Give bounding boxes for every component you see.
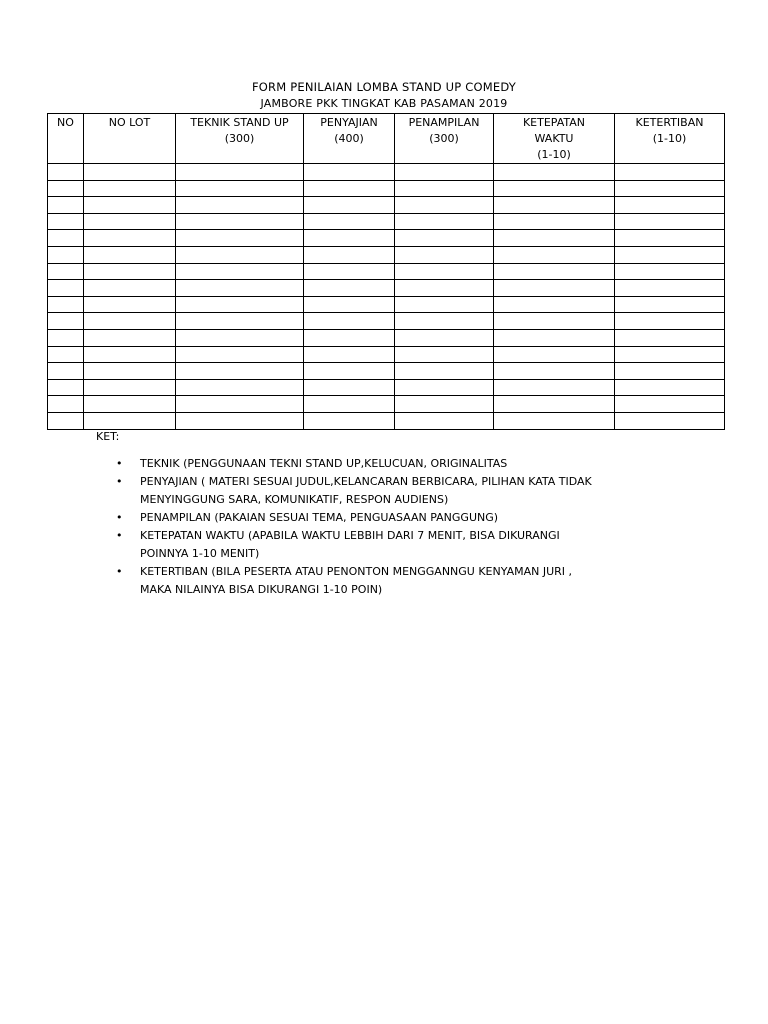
table-cell xyxy=(48,164,84,181)
table-cell xyxy=(48,197,84,214)
table-cell xyxy=(304,313,395,330)
table-cell xyxy=(615,296,725,313)
column-header-no-lot xyxy=(84,114,176,164)
table-cell xyxy=(615,313,725,330)
table-cell xyxy=(48,396,84,413)
note-line: MENYINGGUNG SARA, KOMUNIKATIF, RESPON AUDIENS) xyxy=(140,493,449,506)
table-cell xyxy=(395,379,494,396)
table-cell xyxy=(84,379,176,396)
table-row xyxy=(48,363,725,380)
table-cell xyxy=(84,230,176,247)
column-header-line: (1-10) xyxy=(652,132,687,145)
table-cell xyxy=(395,180,494,197)
table-cell xyxy=(176,280,304,297)
table-row xyxy=(48,280,725,297)
table-cell xyxy=(395,363,494,380)
table-cell xyxy=(615,379,725,396)
table-cell xyxy=(615,246,725,263)
table-cell xyxy=(84,329,176,346)
table-cell xyxy=(304,164,395,181)
column-header-line: WAKTU xyxy=(534,132,574,145)
table-cell xyxy=(84,197,176,214)
table-cell xyxy=(84,396,176,413)
table-cell xyxy=(48,346,84,363)
table-cell xyxy=(304,396,395,413)
table-cell xyxy=(494,363,615,380)
table-cell xyxy=(395,230,494,247)
table-row xyxy=(48,396,725,413)
table-cell xyxy=(494,296,615,313)
table-cell xyxy=(176,197,304,214)
table-cell xyxy=(395,213,494,230)
table-cell xyxy=(395,296,494,313)
table-cell xyxy=(84,263,176,280)
table-cell xyxy=(615,363,725,380)
table-cell xyxy=(615,164,725,181)
table-cell xyxy=(176,180,304,197)
table-row xyxy=(48,213,725,230)
table-cell xyxy=(176,246,304,263)
table-cell xyxy=(304,280,395,297)
table-cell xyxy=(395,396,494,413)
table-cell xyxy=(84,164,176,181)
table-cell xyxy=(615,230,725,247)
column-header-line: KETERTIBAN xyxy=(635,116,704,129)
table-cell xyxy=(304,263,395,280)
table-cell xyxy=(615,197,725,214)
list-item xyxy=(96,509,676,527)
table-cell xyxy=(615,396,725,413)
table-cell xyxy=(395,313,494,330)
column-header-penampilan xyxy=(395,114,494,164)
table-cell xyxy=(494,412,615,429)
table-cell xyxy=(304,246,395,263)
table-cell xyxy=(494,346,615,363)
bullet-icon: • xyxy=(116,529,123,542)
table-cell xyxy=(494,280,615,297)
table-cell xyxy=(48,213,84,230)
table-cell xyxy=(615,346,725,363)
table-cell xyxy=(48,412,84,429)
table-cell xyxy=(176,412,304,429)
table-cell xyxy=(176,230,304,247)
table-row xyxy=(48,313,725,330)
table-cell xyxy=(494,396,615,413)
table-cell xyxy=(494,313,615,330)
column-header-line: (300) xyxy=(429,132,459,145)
table-cell xyxy=(304,180,395,197)
table-cell xyxy=(84,346,176,363)
table-cell xyxy=(304,412,395,429)
table-cell xyxy=(176,313,304,330)
table-cell xyxy=(304,197,395,214)
column-header-line: PENYAJIAN xyxy=(320,116,378,129)
table-cell xyxy=(395,346,494,363)
table-cell xyxy=(176,263,304,280)
table-cell xyxy=(84,213,176,230)
table-cell xyxy=(395,164,494,181)
table-cell xyxy=(494,164,615,181)
table-cell xyxy=(84,296,176,313)
table-cell xyxy=(395,280,494,297)
table-cell xyxy=(84,313,176,330)
table-cell xyxy=(176,329,304,346)
table-cell xyxy=(615,412,725,429)
list-item xyxy=(96,455,676,473)
note-line: MAKA NILAINYA BISA DIKURANGI 1-10 POIN) xyxy=(140,583,383,596)
column-header-line: KETEPATAN xyxy=(522,116,586,129)
table-cell xyxy=(176,296,304,313)
table-row xyxy=(48,329,725,346)
notes-list xyxy=(96,455,676,599)
table-cell xyxy=(494,197,615,214)
score-table xyxy=(47,113,725,430)
list-item xyxy=(96,473,676,509)
score-table-body xyxy=(48,164,725,430)
table-cell xyxy=(494,213,615,230)
table-cell xyxy=(615,213,725,230)
table-cell xyxy=(176,346,304,363)
column-header-line: NO xyxy=(57,116,74,129)
notes-heading: KET: xyxy=(96,430,120,443)
table-cell xyxy=(615,180,725,197)
table-cell xyxy=(494,263,615,280)
table-cell xyxy=(48,313,84,330)
table-cell xyxy=(304,329,395,346)
table-row xyxy=(48,296,725,313)
table-row xyxy=(48,346,725,363)
column-header-no xyxy=(48,114,84,164)
table-cell xyxy=(84,180,176,197)
column-header-line: (300) xyxy=(224,132,255,145)
table-header-row xyxy=(48,114,725,164)
bullet-icon: • xyxy=(116,511,123,524)
note-line: KETERTIBAN (BILA PESERTA ATAU PENONTON MENGGANNGU KENYAMAN JURI , xyxy=(140,565,573,578)
table-row xyxy=(48,379,725,396)
table-cell xyxy=(84,246,176,263)
note-line: TEKNIK (PENGGUNAAN TEKNI STAND UP,KELUCUAN, ORIGINALITAS xyxy=(140,457,508,470)
column-header-line: PENAMPILAN xyxy=(408,116,480,129)
table-cell xyxy=(615,263,725,280)
table-cell xyxy=(304,363,395,380)
table-cell xyxy=(395,197,494,214)
column-header-penyajian xyxy=(304,114,395,164)
list-item xyxy=(96,527,676,563)
column-header-teknik xyxy=(176,114,304,164)
table-row xyxy=(48,197,725,214)
table-cell xyxy=(494,329,615,346)
table-cell xyxy=(48,263,84,280)
table-cell xyxy=(48,180,84,197)
bullet-icon: • xyxy=(116,565,123,578)
table-cell xyxy=(176,379,304,396)
table-cell xyxy=(304,213,395,230)
table-cell xyxy=(48,296,84,313)
table-row xyxy=(48,164,725,181)
table-cell xyxy=(176,363,304,380)
column-header-line: NO LOT xyxy=(108,116,151,129)
form-subtitle: JAMBORE PKK TINGKAT KAB PASAMAN 2019 xyxy=(260,97,508,110)
table-row xyxy=(48,412,725,429)
note-line: PENYAJIAN ( MATERI SESUAI JUDUL,KELANCARAN BERBICARA, PILIHAN KATA TIDAK xyxy=(140,475,592,488)
column-header-ketepatan-waktu xyxy=(494,114,615,164)
column-header-ketertiban xyxy=(615,114,725,164)
column-header-line: (400) xyxy=(334,132,364,145)
table-row xyxy=(48,263,725,280)
table-cell xyxy=(48,280,84,297)
note-line: PENAMPILAN (PAKAIAN SESUAI TEMA, PENGUASAAN PANGGUNG) xyxy=(140,511,499,524)
table-cell xyxy=(395,329,494,346)
table-cell xyxy=(84,412,176,429)
list-item xyxy=(96,563,676,599)
table-cell xyxy=(304,346,395,363)
table-cell xyxy=(84,280,176,297)
table-cell xyxy=(494,246,615,263)
table-cell xyxy=(494,180,615,197)
table-row xyxy=(48,246,725,263)
column-header-line: TEKNIK STAND UP xyxy=(190,116,289,129)
table-cell xyxy=(84,363,176,380)
table-cell xyxy=(304,296,395,313)
table-row xyxy=(48,230,725,247)
bullet-icon: • xyxy=(116,457,123,470)
table-cell xyxy=(395,412,494,429)
table-cell xyxy=(48,230,84,247)
table-cell xyxy=(176,213,304,230)
table-cell xyxy=(494,379,615,396)
table-cell xyxy=(304,230,395,247)
table-cell xyxy=(494,230,615,247)
note-line: KETEPATAN WAKTU (APABILA WAKTU LEBBIH DARI 7 MENIT, BISA DIKURANGI xyxy=(140,529,560,542)
table-cell xyxy=(615,280,725,297)
bullet-icon: • xyxy=(116,475,123,488)
table-cell xyxy=(395,263,494,280)
table-cell xyxy=(304,379,395,396)
table-cell xyxy=(176,164,304,181)
table-row xyxy=(48,180,725,197)
note-line: POINNYA 1-10 MENIT) xyxy=(140,547,260,560)
table-cell xyxy=(615,329,725,346)
table-cell xyxy=(395,246,494,263)
table-cell xyxy=(48,329,84,346)
table-cell xyxy=(48,379,84,396)
column-header-line: (1-10) xyxy=(537,148,571,161)
form-title: FORM PENILAIAN LOMBA STAND UP COMEDY xyxy=(251,80,516,94)
table-cell xyxy=(48,246,84,263)
table-cell xyxy=(48,363,84,380)
table-cell xyxy=(176,396,304,413)
